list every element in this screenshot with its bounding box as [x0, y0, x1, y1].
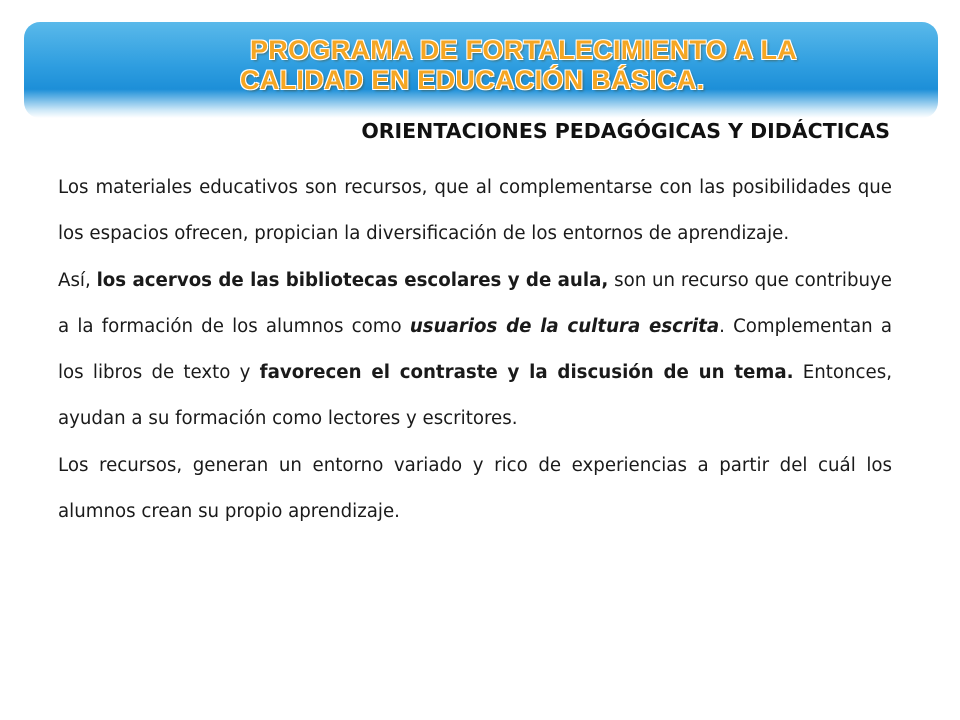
- paragraph-2: [58, 258, 892, 443]
- program-title-line-1: PROGRAMA DE FORTALECIMIENTO A LA: [250, 35, 798, 65]
- paragraph-2-italic-usuarios: usuarios de la cultura escrita: [409, 315, 720, 337]
- body-text: [58, 165, 892, 535]
- paragraph-2-emphasis-usuarios: [410, 316, 719, 337]
- paragraph-3: Los recursos, generan un entorno variado y rico de experiencias a partir del cuál los alumnos crean su propio aprendizaje.: [58, 454, 892, 523]
- paragraph-2-text-3: Entonces, ayudan a su formación como lectores y escritores.: [58, 362, 892, 430]
- paragraph-2-intro: Así,: [58, 269, 97, 291]
- paragraph-1: Los materiales educativos son recursos, que al complementarse con las posibilidades que los espacios ofrecen, propician la diversificación de los entornos de aprendizaje.: [58, 177, 892, 245]
- program-title-line-2: CALIDAD EN EDUCACIÓN BÁSICA.: [240, 65, 705, 95]
- paragraph-2-text-2: . Complementan a los libros de texto y: [58, 315, 893, 384]
- paragraph-2-emphasis-acervos: los acervos de las bibliotecas escolares y de aula,: [96, 269, 609, 291]
- section-heading: ORIENTACIONES PEDAGÓGICAS Y DIDÁCTICAS: [361, 119, 890, 143]
- paragraph-2-text: son un recurso que contribuye a la formación de los alumnos como: [58, 269, 892, 337]
- program-title: [240, 35, 880, 95]
- paragraph-2-emphasis-contraste: favorecen el contraste y la discusión de un tema.: [259, 362, 794, 384]
